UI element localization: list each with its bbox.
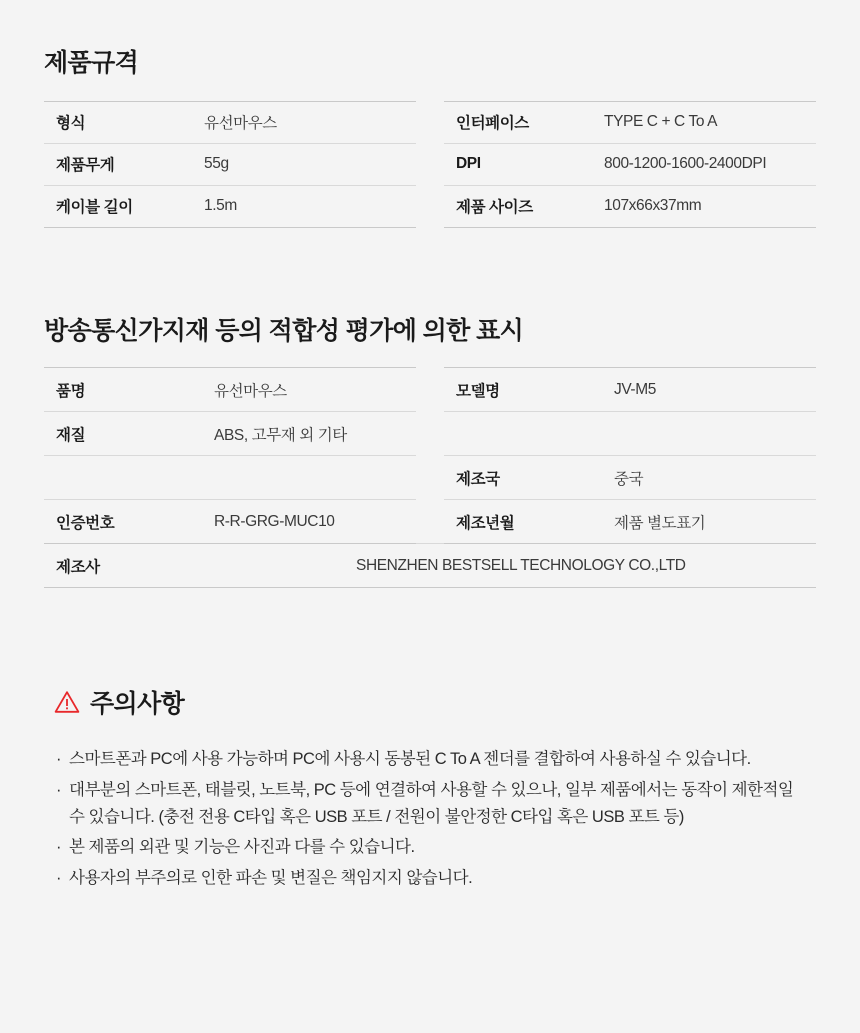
table-row <box>444 143 816 185</box>
cert-table-right-column <box>444 367 816 544</box>
cert-right-label-2: 제조국 <box>444 456 606 500</box>
cert-right-value-3: 제품 별도표기 <box>606 500 816 544</box>
spec-left-label-1: 제품무게 <box>44 143 196 185</box>
table-row <box>44 544 816 588</box>
cert-left-label-1: 재질 <box>44 412 206 456</box>
table-row <box>44 143 416 185</box>
list-item: · 대부분의 스마트폰, 태블릿, 노트북, PC 등에 연결하여 사용할 수 있으나, 일부 제품에서는 동작이 제한적일 수 있습니다. (충전 전용 C타입 혹은 USB 포트 / 전원이 불안정한 C타입 혹은 USB 포트 등) <box>54 777 806 830</box>
list-item: · 사용자의 부주의로 인한 파손 및 변질은 책임지지 않습니다. <box>54 865 806 892</box>
table-row <box>44 101 416 143</box>
cert-right-value-2: 중국 <box>606 456 816 500</box>
cert-full-label: 제조사 <box>44 544 206 588</box>
table-row <box>44 500 416 544</box>
cert-left-label-3: 인증번호 <box>44 500 206 544</box>
spec-table-right <box>444 101 816 228</box>
cert-table-left <box>44 367 416 544</box>
spec-right-value-0: TYPE C + C To A <box>596 101 816 143</box>
caution-section <box>44 684 816 892</box>
spec-tables <box>44 101 816 228</box>
spec-right-label-1: DPI <box>444 143 596 185</box>
cert-left-value-2 <box>206 456 416 500</box>
cert-full-value: SHENZHEN BESTSELL TECHNOLOGY CO.,LTD <box>206 544 816 588</box>
certification-section-title: 방송통신가지재 등의 적합성 평가에 의한 표시 <box>44 316 524 345</box>
list-item: · 스마트폰과 PC에 사용 가능하며 PC에 사용시 동봉된 C To A 젠더를 결합하여 사용하실 수 있습니다. <box>54 746 806 773</box>
table-row <box>444 368 816 412</box>
certification-tables <box>44 367 816 588</box>
cert-right-label-3: 제조년월 <box>444 500 606 544</box>
cert-left-value-3: R-R-GRG-MUC10 <box>206 500 416 544</box>
cert-table-left-column <box>44 367 416 544</box>
caution-header <box>44 684 816 720</box>
cert-right-value-1 <box>606 412 816 456</box>
spec-right-value-1: 800-1200-1600-2400DPI <box>596 143 816 185</box>
spec-section-title: 제품규격 <box>44 48 139 77</box>
table-row <box>44 456 416 500</box>
list-item: · 본 제품의 외관 및 기능은 사진과 다를 수 있습니다. <box>54 834 806 861</box>
cert-left-value-1: ABS, 고무재 외 기타 <box>206 412 416 456</box>
spec-table-left-column <box>44 101 416 228</box>
spec-right-label-2: 제품 사이즈 <box>444 185 596 227</box>
table-row <box>44 368 416 412</box>
spec-right-label-0: 인터페이스 <box>444 101 596 143</box>
cert-right-value-0: JV-M5 <box>606 368 816 412</box>
cert-left-value-0: 유선마우스 <box>206 368 416 412</box>
cert-left-label-0: 품명 <box>44 368 206 412</box>
warning-triangle-icon <box>54 690 80 714</box>
spec-left-value-1: 55g <box>196 143 416 185</box>
cert-table-manufacturer <box>44 543 816 588</box>
cert-table-right <box>444 367 816 544</box>
cert-left-label-2 <box>44 456 206 500</box>
cert-right-label-0: 모델명 <box>444 368 606 412</box>
table-row <box>44 185 416 227</box>
table-row <box>444 456 816 500</box>
table-row <box>444 500 816 544</box>
table-row <box>444 101 816 143</box>
spec-table-right-column <box>444 101 816 228</box>
caution-title: 주의사항 <box>90 690 185 719</box>
caution-note-list <box>44 746 816 892</box>
table-row <box>444 185 816 227</box>
spec-left-label-2: 케이블 길이 <box>44 185 196 227</box>
spec-left-label-0: 형식 <box>44 101 196 143</box>
spec-left-value-2: 1.5m <box>196 185 416 227</box>
cert-right-label-1 <box>444 412 606 456</box>
table-row <box>44 412 416 456</box>
spec-table-left <box>44 101 416 228</box>
product-detail-page <box>0 21 860 1033</box>
spec-right-value-2: 107x66x37mm <box>596 185 816 227</box>
spec-left-value-0: 유선마우스 <box>196 101 416 143</box>
table-row <box>444 412 816 456</box>
